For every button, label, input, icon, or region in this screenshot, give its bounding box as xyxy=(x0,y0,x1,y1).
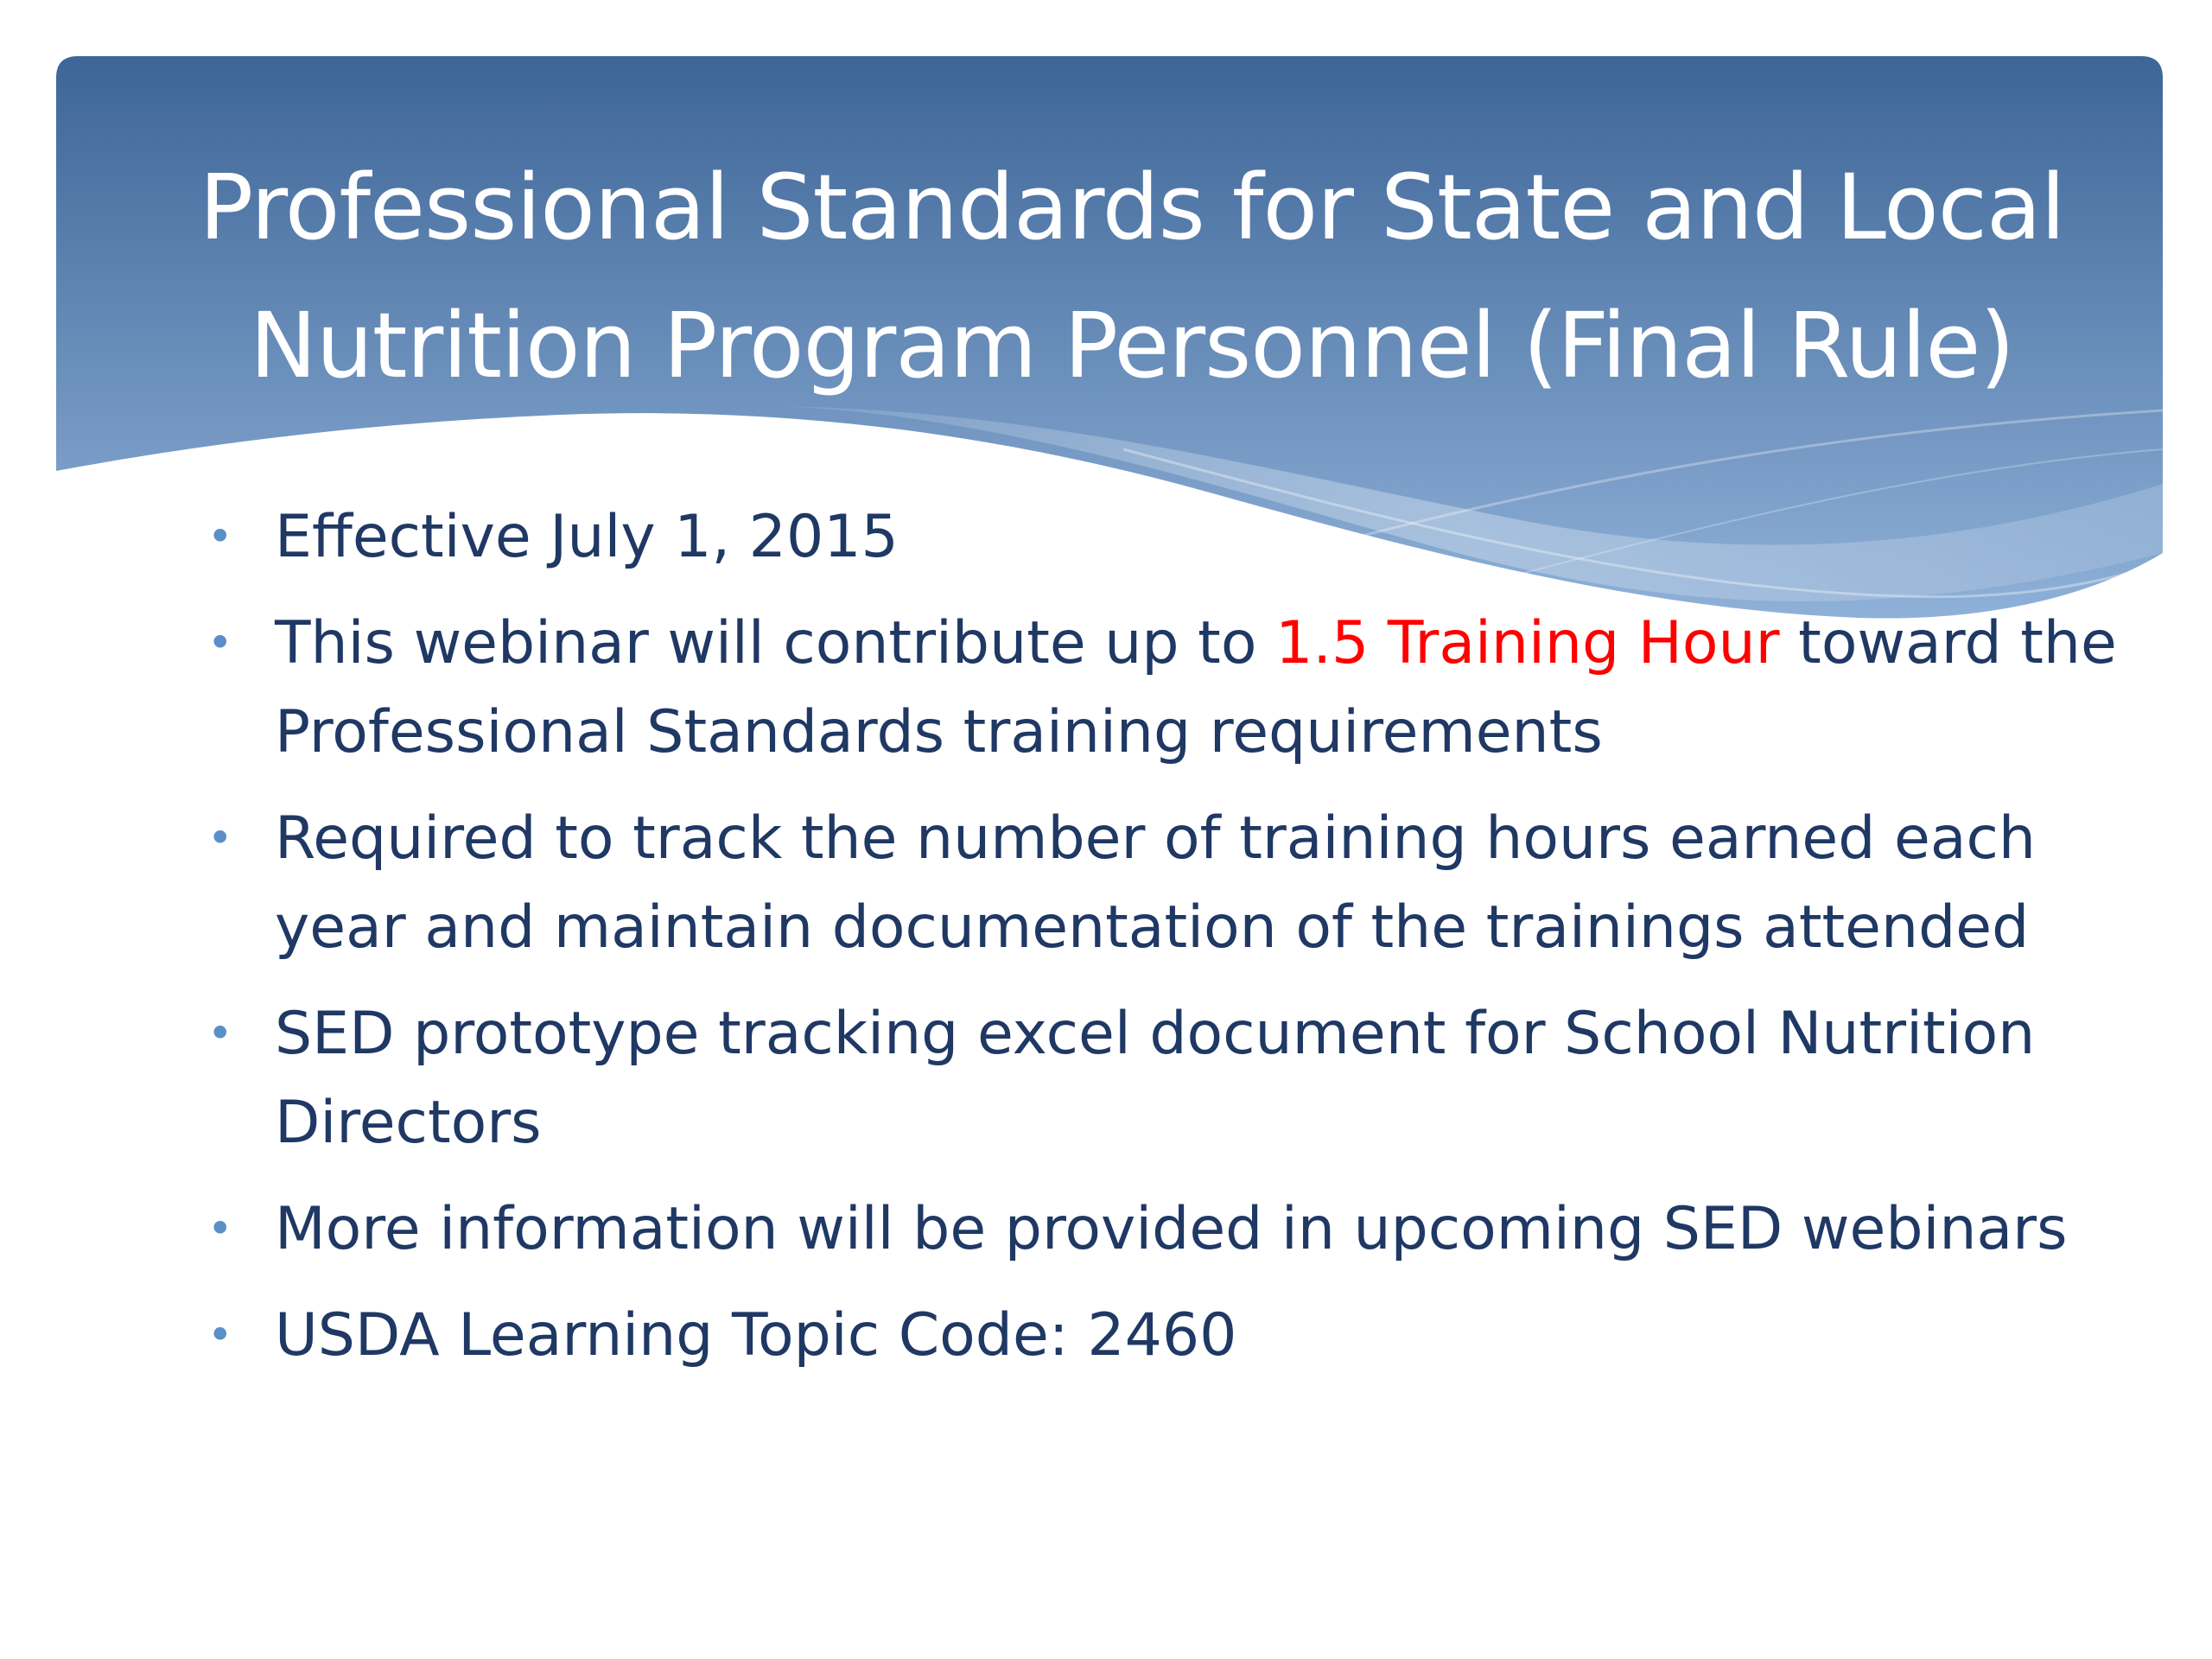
training-hour-highlight: 1.5 Training Hour xyxy=(1275,609,1780,677)
bullet-text: Effective July 1, 2015 xyxy=(275,503,899,571)
bullet-dot-icon: • xyxy=(207,1204,233,1254)
bullet-item-effective-date xyxy=(207,493,2160,582)
bullet-dot-icon: • xyxy=(207,512,233,562)
bullet-text: This webinar will contribute up to xyxy=(275,609,1276,677)
bullet-dot-icon: • xyxy=(207,813,233,863)
bullet-text: USDA Learning Topic Code: 2460 xyxy=(275,1301,1237,1370)
bullet-text-continued: toward the Professional Standards training requirements xyxy=(275,609,2117,766)
bullet-item-more-info xyxy=(207,1185,2160,1274)
slide-title-line-2: Nutrition Program Personnel (Final Rule) xyxy=(250,293,2014,398)
bullet-text: Required to track the number of training hours earned each year and maintain documentation of the trainings attended xyxy=(275,804,2037,962)
bullet-text: SED prototype tracking excel document for School Nutrition Directors xyxy=(275,1000,2036,1157)
slide-title-line-1: Professional Standards for State and Local xyxy=(199,155,2065,260)
bullet-item-training-hours xyxy=(207,599,2160,777)
bullet-item-sed-prototype xyxy=(207,989,2160,1167)
bullet-dot-icon: • xyxy=(207,618,233,668)
bullet-dot-icon: • xyxy=(207,1310,233,1360)
slide-title xyxy=(86,138,2177,415)
bullet-item-topic-code xyxy=(207,1291,2160,1380)
bullet-item-tracking-requirement xyxy=(207,794,2160,972)
bullet-dot-icon: • xyxy=(207,1008,233,1058)
bullet-text: More information will be provided in upcoming SED webinars xyxy=(275,1195,2068,1263)
bullet-list xyxy=(207,493,2160,1397)
